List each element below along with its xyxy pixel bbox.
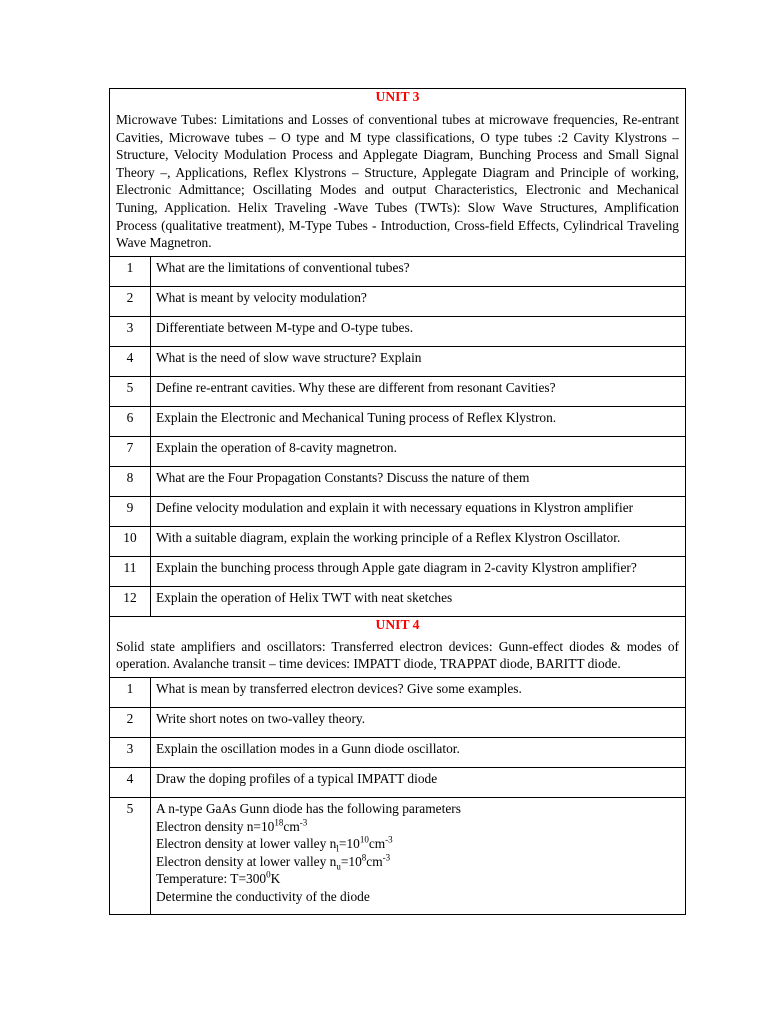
question-number: 1: [110, 256, 151, 286]
q5-line3-unit-exponent: -3: [382, 852, 391, 863]
question-text: Define re-entrant cavities. Why these are different from resonant Cavities?: [151, 376, 686, 406]
q5-line2-exponent: 10: [359, 834, 369, 845]
q5-lower-valley-density-l: [156, 835, 685, 853]
q5-line1-exponent: 18: [274, 817, 284, 828]
question-number: 11: [110, 556, 151, 586]
table-row: [110, 496, 686, 526]
question-text: Explain the operation of Helix TWT with neat sketches: [151, 586, 686, 616]
q5-intro: A n-type GaAs Gunn diode has the following parameters: [156, 800, 461, 816]
question-number: 7: [110, 436, 151, 466]
q5-line3-value: =10: [340, 853, 362, 869]
q5-line2-unit: cm: [368, 836, 386, 852]
unit3-title: UNIT 3: [375, 89, 420, 104]
question-text: What is mean by transferred electron devices? Give some examples.: [151, 677, 686, 707]
q5-temperature: [156, 870, 685, 888]
question-text: Write short notes on two-valley theory.: [151, 707, 686, 737]
q5-line2-text: Electron density at lower valley n: [156, 836, 337, 852]
table-row: [110, 737, 686, 767]
question-number: 4: [110, 346, 151, 376]
question-number: 5: [110, 376, 151, 406]
table-row: [110, 346, 686, 376]
question-number: 9: [110, 496, 151, 526]
unit3-header-cell: [110, 89, 686, 257]
table-row: [110, 556, 686, 586]
q5-closing: Determine the conductivity of the diode: [156, 888, 370, 904]
table-row: [110, 797, 686, 914]
question-text: Draw the doping profiles of a typical IMPATT diode: [151, 767, 686, 797]
q5-line4-unit: K: [270, 871, 281, 887]
q5-line1-text: Electron density n=10: [156, 818, 275, 834]
question-bank-table: [109, 88, 686, 915]
unit4-header-cell: [110, 616, 686, 677]
question-text: With a suitable diagram, explain the working principle of a Reflex Klystron Oscillator.: [151, 526, 686, 556]
question-text-gunn-diode: [151, 797, 686, 914]
unit4-section: [110, 616, 686, 677]
table-row: [110, 436, 686, 466]
question-number: 6: [110, 406, 151, 436]
question-text: Differentiate between M-type and O-type tubes.: [151, 316, 686, 346]
q5-line4-exponent: 0: [266, 869, 271, 880]
q5-line2-subscript: l: [336, 843, 339, 854]
question-text: Explain the Electronic and Mechanical Tuning process of Reflex Klystron.: [151, 406, 686, 436]
question-text: Define velocity modulation and explain it with necessary equations in Klystron amplifier: [151, 496, 686, 526]
table-row: [110, 767, 686, 797]
table-row: [110, 466, 686, 496]
question-number: 1: [110, 677, 151, 707]
q5-line3-exponent: 8: [361, 852, 367, 863]
table-row: [110, 376, 686, 406]
table-row: [110, 586, 686, 616]
q5-lower-valley-density-u: [156, 853, 685, 871]
table-row: [110, 707, 686, 737]
q5-line3-unit: cm: [366, 853, 383, 869]
unit4-title: UNIT 4: [375, 616, 420, 632]
question-text: Explain the operation of 8-cavity magnetron.: [151, 436, 686, 466]
question-text: Explain the oscillation modes in a Gunn diode oscillator.: [151, 737, 686, 767]
q5-line1-unit-exponent: -3: [299, 817, 308, 828]
q5-line2-value: =10: [338, 836, 360, 852]
question-number: 5: [110, 797, 151, 914]
q5-electron-density: [156, 818, 685, 836]
table-row: [110, 526, 686, 556]
unit3-description: Microwave Tubes: Limitations and Losses of conventional tubes at microwave frequencies, Re-entrant Cavities, Microwave tubes – O type and M type classifications, O type tubes :2 Cavity Klystrons – Structure, Velocity Modulation Process and Applegate Diagram, Bunching Process and Small Signal Theory –, Applications, Reflex Klystrons – Structure, Applegate Diagram and Principle of working, Electronic Admittance; Oscillating Modes and output Characteristics, Electronic and Mechanical Tuning, Application. Helix Traveling -Wave Tubes (TWTs): Slow Wave Structures, Amplification Process (qualitative treatment), M-Type Tubes - Introduction, Cross-field Effects, Cylindrical Traveling Wave Magnetron.: [116, 112, 680, 251]
question-number: 8: [110, 466, 151, 496]
table-row: [110, 677, 686, 707]
question-text: What is meant by velocity modulation?: [151, 286, 686, 316]
question-text: What are the Four Propagation Constants? Discuss the nature of them: [151, 466, 686, 496]
question-number: 2: [110, 286, 151, 316]
q5-line4-text: Temperature: T=300: [156, 871, 267, 887]
q5-line3-text: Electron density at lower valley n: [156, 853, 337, 869]
q5-line3-subscript: u: [336, 861, 341, 872]
question-text: Explain the bunching process through Apple gate diagram in 2-cavity Klystron amplifier?: [151, 556, 686, 586]
question-number: 3: [110, 316, 151, 346]
table-row: [110, 406, 686, 436]
question-number: 12: [110, 586, 151, 616]
table-row: [110, 316, 686, 346]
question-text: What are the limitations of conventional tubes?: [151, 256, 686, 286]
question-text: What is the need of slow wave structure? Explain: [151, 346, 686, 376]
q5-line2-unit-exponent: -3: [385, 834, 393, 845]
table-row: [110, 256, 686, 286]
question-number: 10: [110, 526, 151, 556]
unit4-description: Solid state amplifiers and oscillators: Transferred electron devices: Gunn-effect diodes & modes of operation. Avalanche transit – time devices: IMPATT diode, TRAPPAT diode, BARITT diode.: [116, 638, 680, 672]
question-number: 2: [110, 707, 151, 737]
unit3-section: [110, 89, 686, 257]
table-row: [110, 286, 686, 316]
question-number: 3: [110, 737, 151, 767]
q5-line1-unit: cm: [283, 818, 300, 834]
question-number: 4: [110, 767, 151, 797]
